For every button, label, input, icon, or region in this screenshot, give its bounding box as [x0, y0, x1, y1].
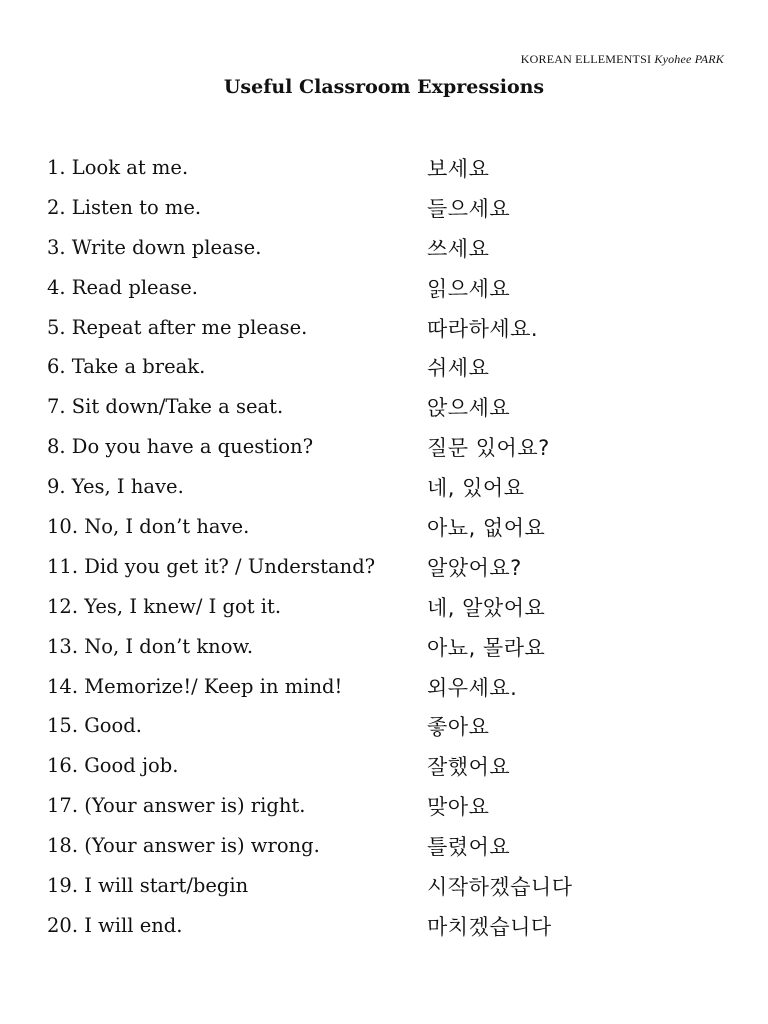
korean-expression: 외우세요. [427, 675, 518, 700]
expression-row [47, 828, 727, 868]
english-expression: 6. Take a break. [47, 355, 206, 379]
korean-expression: 네, 알았어요 [427, 595, 546, 620]
korean-expression: 좋아요 [427, 715, 490, 740]
expression-row [47, 349, 727, 389]
expression-row [47, 469, 727, 509]
english-expression: 8. Do you have a question? [47, 435, 314, 459]
expression-row [47, 669, 727, 709]
english-expression: 17. (Your answer is) right. [47, 794, 306, 818]
expression-row [47, 788, 727, 828]
english-expression: 5. Repeat after me please. [47, 315, 308, 339]
expression-row [47, 549, 727, 589]
expression-row [47, 589, 727, 629]
korean-expression: 쓰세요 [427, 236, 490, 261]
expression-row [47, 230, 727, 270]
english-expression: 4. Read please. [47, 275, 198, 299]
korean-expression: 맞아요 [427, 795, 490, 820]
expression-row [47, 868, 727, 908]
header-credit [521, 52, 724, 67]
expression-row [47, 748, 727, 788]
korean-expression: 보세요 [427, 157, 490, 181]
credit-author: Kyohee PARK [654, 52, 724, 66]
english-expression: 1. Look at me. [47, 156, 189, 179]
korean-expression: 쉬세요 [427, 356, 490, 381]
korean-expression: 아뇨, 몰라요 [427, 635, 546, 660]
english-expression: 14. Memorize!/ Keep in mind! [47, 674, 343, 698]
korean-expression: 아뇨, 없어요 [427, 516, 546, 541]
english-expression: 3. Write down please. [47, 235, 262, 259]
expression-row [47, 150, 727, 190]
korean-expression: 틀렸어요 [427, 835, 511, 860]
english-expression: 9. Yes, I have. [47, 475, 184, 499]
english-expression: 13. No, I don’t know. [47, 634, 254, 658]
korean-expression: 알았어요? [427, 555, 522, 580]
expression-row [47, 190, 727, 230]
expression-row [47, 708, 727, 748]
expression-list [47, 150, 727, 948]
expression-row [47, 310, 727, 350]
korean-expression: 질문 있어요? [427, 436, 550, 461]
korean-expression: 들으세요 [427, 196, 511, 221]
expression-row [47, 629, 727, 669]
korean-expression: 네, 있어요 [427, 476, 525, 501]
english-expression: 11. Did you get it? / Understand? [47, 554, 376, 578]
english-expression: 18. (Your answer is) wrong. [47, 834, 320, 858]
korean-expression: 마치겠습니다 [427, 914, 552, 939]
expression-row [47, 908, 727, 948]
korean-expression: 시작하겠습니다 [427, 875, 573, 900]
expression-row [47, 270, 727, 310]
expression-row [47, 429, 727, 469]
korean-expression: 앉으세요 [427, 396, 511, 421]
english-expression: 19. I will start/begin [47, 874, 249, 898]
english-expression: 16. Good job. [47, 754, 179, 778]
english-expression: 2. Listen to me. [47, 195, 202, 219]
english-expression: 10. No, I don’t have. [47, 515, 250, 539]
english-expression: 12. Yes, I knew/ I got it. [47, 594, 282, 618]
english-expression: 7. Sit down/Take a seat. [47, 395, 284, 419]
korean-expression: 따라하세요. [427, 316, 539, 341]
credit-title: KOREAN ELLEMENTSI [520, 52, 652, 66]
expression-row [47, 389, 727, 429]
korean-expression: 읽으세요 [427, 276, 511, 301]
english-expression: 20. I will end. [47, 913, 183, 937]
expression-row [47, 509, 727, 549]
english-expression: 15. Good. [47, 714, 142, 738]
page-title: Useful Classroom Expressions [223, 76, 545, 98]
korean-expression: 잘했어요 [427, 755, 511, 780]
